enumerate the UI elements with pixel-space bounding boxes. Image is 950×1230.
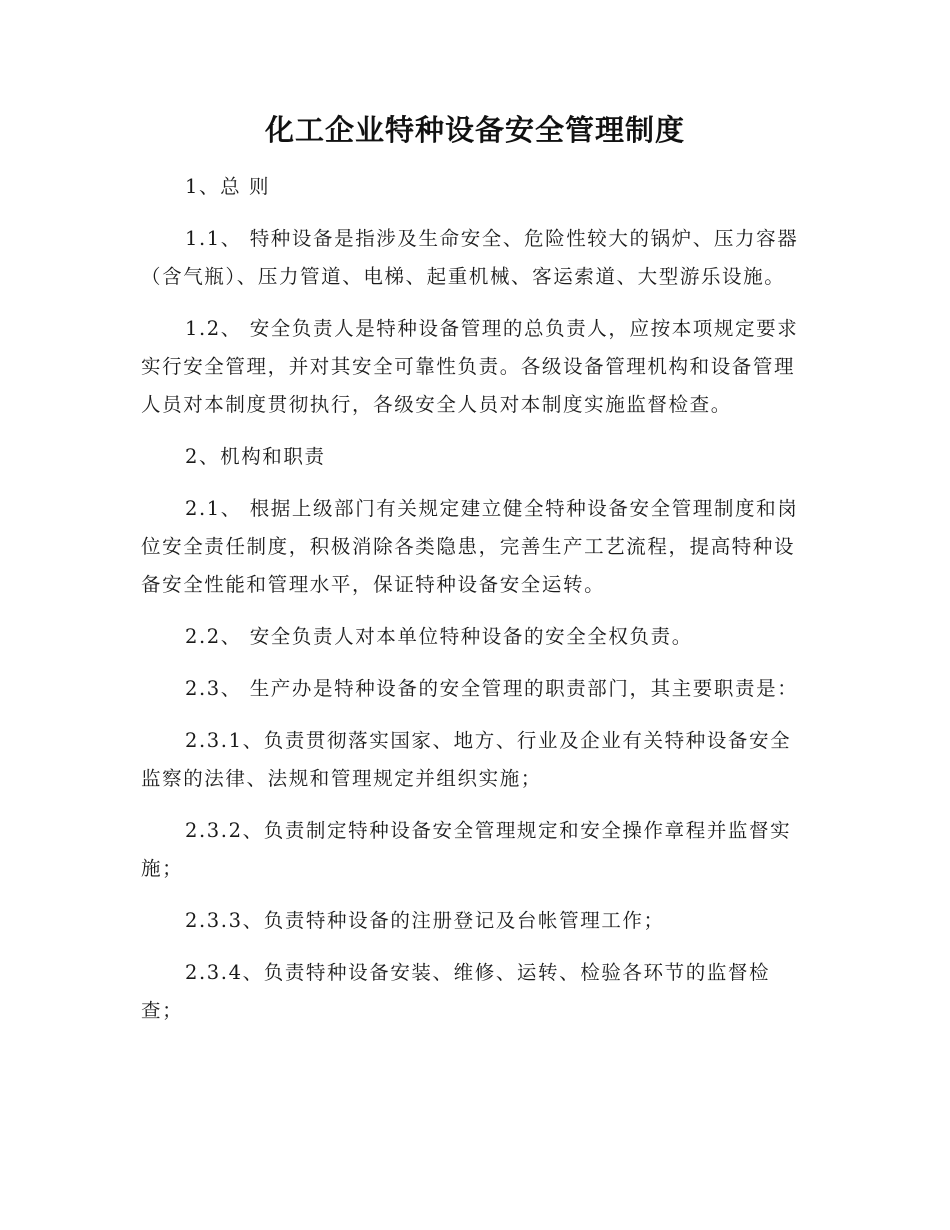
document-title: 化工企业特种设备安全管理制度 [264,113,685,147]
paragraph-2-2: 2.2、 安全负责人对本单位特种设备的安全全权负责。 [185,625,693,648]
section-heading-organization: 2、机构和职责 [185,445,326,468]
paragraph-2-1: 2.1、 根据上级部门有关规定建立健全特种设备安全管理制度和岗位安全责任制度，积极消除各类隐患，完善生产工艺流程，提高特种设备安全性能和管理水平，保证特种设备安全运转。 [141,497,799,596]
section-heading-general: 1、总 则 [185,175,271,198]
paragraph-1-1: 1.1、 特种设备是指涉及生命安全、危险性较大的锅炉、压力容器（含气瓶）、压力管道、电梯、起重机械、客运索道、大型游乐设施。 [141,227,799,288]
paragraph-1-2: 1.2、 安全负责人是特种设备管理的总负责人，应按本项规定要求实行安全管理，并对其安全可靠性负责。各级设备管理机构和设备管理人员对本制度贯彻执行，各级安全人员对本制度实施监督检查。 [141,317,799,416]
paragraph-2-3-1: 2.3.1、负责贯彻落实国家、地方、行业及企业有关特种设备安全监察的法律、法规和管理规定并组织实施； [141,729,792,790]
document-body [141,168,809,1044]
paragraph-2-3: 2.3、 生产办是特种设备的安全管理的职责部门，其主要职责是： [185,677,799,700]
paragraph-2-3-3: 2.3.3、负责特种设备的注册登记及台帐管理工作； [185,909,665,932]
paragraph-2-3-2: 2.3.2、负责制定特种设备安全管理规定和安全操作章程并监督实施； [141,819,792,880]
paragraph-2-3-4: 2.3.4、负责特种设备安装、维修、运转、检验各环节的监督检查； [141,961,771,1022]
